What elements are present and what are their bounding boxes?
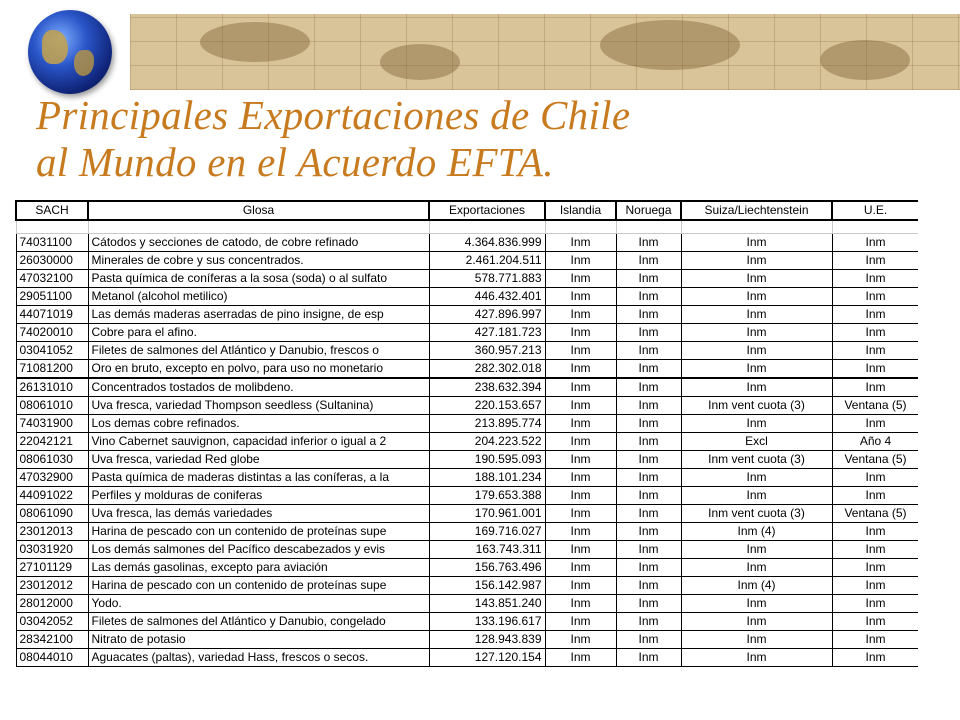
cell-suiza: Inm [681, 415, 832, 433]
cell-ue: Inm [832, 487, 918, 505]
cell-glosa: Uva fresca, las demás variedades [88, 505, 429, 523]
blank-cell [616, 220, 681, 234]
cell-ue: Inm [832, 270, 918, 288]
header-ue: U.E. [832, 201, 918, 220]
cell-sach: 74020010 [16, 324, 88, 342]
cell-exportaciones: 188.101.234 [429, 469, 545, 487]
table-header-row [16, 201, 918, 220]
cell-ue: Ventana (5) [832, 397, 918, 415]
cell-noruega: Inm [616, 451, 681, 469]
world-map-banner [130, 14, 960, 90]
cell-noruega: Inm [616, 288, 681, 306]
blank-cell [429, 220, 545, 234]
cell-glosa: Uva fresca, variedad Red globe [88, 451, 429, 469]
cell-glosa: Metanol (alcohol metilico) [88, 288, 429, 306]
cell-suiza: Excl [681, 433, 832, 451]
cell-noruega: Inm [616, 595, 681, 613]
table-row [16, 595, 918, 613]
cell-glosa: Concentrados tostados de molibdeno. [88, 378, 429, 397]
cell-noruega: Inm [616, 487, 681, 505]
cell-exportaciones: 163.743.311 [429, 541, 545, 559]
cell-ue: Inm [832, 631, 918, 649]
cell-suiza: Inm [681, 288, 832, 306]
cell-noruega: Inm [616, 252, 681, 270]
cell-noruega: Inm [616, 523, 681, 541]
table-row [16, 559, 918, 577]
page-title [36, 92, 630, 186]
cell-sach: 26030000 [16, 252, 88, 270]
header-islandia: Islandia [545, 201, 616, 220]
header-sach: SACH [16, 201, 88, 220]
cell-islandia: Inm [545, 415, 616, 433]
blank-cell [681, 220, 832, 234]
cell-exportaciones: 4.364.836.999 [429, 234, 545, 252]
blank-row [16, 220, 918, 234]
cell-sach: 28342100 [16, 631, 88, 649]
table-row [16, 397, 918, 415]
cell-glosa: Las demás gasolinas, excepto para aviación [88, 559, 429, 577]
cell-islandia: Inm [545, 613, 616, 631]
cell-exportaciones: 282.302.018 [429, 360, 545, 379]
cell-sach: 71081200 [16, 360, 88, 379]
cell-exportaciones: 179.653.388 [429, 487, 545, 505]
map-landmass [820, 40, 910, 80]
cell-ue: Inm [832, 252, 918, 270]
cell-suiza: Inm [681, 252, 832, 270]
cell-glosa: Cátodos y secciones de catodo, de cobre refinado [88, 234, 429, 252]
cell-noruega: Inm [616, 559, 681, 577]
cell-noruega: Inm [616, 397, 681, 415]
cell-exportaciones: 427.181.723 [429, 324, 545, 342]
table-row [16, 451, 918, 469]
cell-ue: Inm [832, 234, 918, 252]
cell-ue: Ventana (5) [832, 505, 918, 523]
cell-glosa: Oro en bruto, excepto en polvo, para uso no monetario [88, 360, 429, 379]
cell-exportaciones: 578.771.883 [429, 270, 545, 288]
cell-glosa: Los demás salmones del Pacífico descabezados y evis [88, 541, 429, 559]
cell-suiza: Inm [681, 631, 832, 649]
table-row [16, 342, 918, 360]
table-row [16, 306, 918, 324]
header-suiza: Suiza/Liechtenstein [681, 201, 832, 220]
cell-suiza: Inm [681, 469, 832, 487]
table-row [16, 324, 918, 342]
cell-islandia: Inm [545, 234, 616, 252]
cell-exportaciones: 220.153.657 [429, 397, 545, 415]
cell-sach: 44071019 [16, 306, 88, 324]
cell-ue: Inm [832, 378, 918, 397]
cell-exportaciones: 446.432.401 [429, 288, 545, 306]
cell-noruega: Inm [616, 541, 681, 559]
cell-islandia: Inm [545, 378, 616, 397]
cell-exportaciones: 169.716.027 [429, 523, 545, 541]
table-row [16, 360, 918, 379]
cell-glosa: Filetes de salmones del Atlántico y Danubio, frescos o [88, 342, 429, 360]
table-row [16, 469, 918, 487]
globe-continent [42, 30, 68, 64]
table-row [16, 541, 918, 559]
cell-ue: Inm [832, 342, 918, 360]
cell-exportaciones: 156.142.987 [429, 577, 545, 595]
cell-noruega: Inm [616, 415, 681, 433]
cell-ue: Inm [832, 288, 918, 306]
cell-ue: Inm [832, 360, 918, 379]
cell-ue: Año 4 [832, 433, 918, 451]
cell-exportaciones: 360.957.213 [429, 342, 545, 360]
map-landmass [200, 22, 310, 62]
cell-sach: 08061030 [16, 451, 88, 469]
cell-suiza: Inm vent cuota (3) [681, 505, 832, 523]
cell-islandia: Inm [545, 487, 616, 505]
cell-glosa: Vino Cabernet sauvignon, capacidad inferior o igual a 2 [88, 433, 429, 451]
cell-noruega: Inm [616, 577, 681, 595]
cell-islandia: Inm [545, 397, 616, 415]
table-row [16, 523, 918, 541]
map-landmass [600, 20, 740, 70]
cell-exportaciones: 133.196.617 [429, 613, 545, 631]
cell-islandia: Inm [545, 469, 616, 487]
blank-cell [832, 220, 918, 234]
cell-suiza: Inm [681, 342, 832, 360]
cell-islandia: Inm [545, 595, 616, 613]
cell-islandia: Inm [545, 306, 616, 324]
cell-noruega: Inm [616, 324, 681, 342]
cell-exportaciones: 2.461.204.511 [429, 252, 545, 270]
cell-noruega: Inm [616, 649, 681, 667]
cell-ue: Inm [832, 324, 918, 342]
header-glosa: Glosa [88, 201, 429, 220]
cell-sach: 03041052 [16, 342, 88, 360]
cell-exportaciones: 190.595.093 [429, 451, 545, 469]
cell-noruega: Inm [616, 360, 681, 379]
cell-ue: Inm [832, 306, 918, 324]
title-line-1: Principales Exportaciones de Chile [36, 92, 631, 138]
cell-islandia: Inm [545, 631, 616, 649]
cell-islandia: Inm [545, 523, 616, 541]
table-row [16, 415, 918, 433]
cell-ue: Inm [832, 577, 918, 595]
cell-suiza: Inm [681, 378, 832, 397]
table-row [16, 378, 918, 397]
globe-icon [28, 10, 112, 94]
cell-suiza: Inm vent cuota (3) [681, 451, 832, 469]
cell-islandia: Inm [545, 433, 616, 451]
cell-suiza: Inm [681, 613, 832, 631]
cell-suiza: Inm [681, 541, 832, 559]
header-exportaciones: Exportaciones [429, 201, 545, 220]
cell-glosa: Pasta química de coníferas a la sosa (soda) o al sulfato [88, 270, 429, 288]
cell-sach: 74031900 [16, 415, 88, 433]
cell-glosa: Aguacates (paltas), variedad Hass, frescos o secos. [88, 649, 429, 667]
cell-sach: 03031920 [16, 541, 88, 559]
cell-sach: 47032900 [16, 469, 88, 487]
cell-glosa: Pasta química de maderas distintas a las coníferas, a la [88, 469, 429, 487]
cell-islandia: Inm [545, 324, 616, 342]
cell-islandia: Inm [545, 577, 616, 595]
cell-noruega: Inm [616, 505, 681, 523]
cell-ue: Inm [832, 595, 918, 613]
cell-islandia: Inm [545, 451, 616, 469]
cell-islandia: Inm [545, 541, 616, 559]
table-row [16, 234, 918, 252]
cell-glosa: Minerales de cobre y sus concentrados. [88, 252, 429, 270]
cell-ue: Inm [832, 523, 918, 541]
cell-islandia: Inm [545, 270, 616, 288]
cell-noruega: Inm [616, 234, 681, 252]
cell-suiza: Inm [681, 234, 832, 252]
cell-suiza: Inm [681, 270, 832, 288]
cell-sach: 23012013 [16, 523, 88, 541]
cell-suiza: Inm [681, 595, 832, 613]
cell-sach: 08061090 [16, 505, 88, 523]
cell-exportaciones: 238.632.394 [429, 378, 545, 397]
table-row [16, 252, 918, 270]
cell-glosa: Filetes de salmones del Atlántico y Danubio, congelado [88, 613, 429, 631]
cell-noruega: Inm [616, 306, 681, 324]
cell-ue: Inm [832, 649, 918, 667]
blank-cell [16, 220, 88, 234]
cell-islandia: Inm [545, 559, 616, 577]
cell-suiza: Inm [681, 324, 832, 342]
cell-sach: 29051100 [16, 288, 88, 306]
cell-glosa: Los demas cobre refinados. [88, 415, 429, 433]
cell-glosa: Uva fresca, variedad Thompson seedless (Sultanina) [88, 397, 429, 415]
cell-exportaciones: 128.943.839 [429, 631, 545, 649]
cell-islandia: Inm [545, 342, 616, 360]
cell-suiza: Inm [681, 559, 832, 577]
cell-glosa: Nitrato de potasio [88, 631, 429, 649]
cell-exportaciones: 127.120.154 [429, 649, 545, 667]
cell-glosa: Perfiles y molduras de coniferas [88, 487, 429, 505]
cell-glosa: Harina de pescado con un contenido de proteínas supe [88, 577, 429, 595]
table-row [16, 649, 918, 667]
cell-noruega: Inm [616, 342, 681, 360]
cell-islandia: Inm [545, 649, 616, 667]
table-row [16, 270, 918, 288]
cell-noruega: Inm [616, 631, 681, 649]
exports-table [15, 200, 918, 667]
cell-ue: Inm [832, 613, 918, 631]
cell-islandia: Inm [545, 505, 616, 523]
cell-islandia: Inm [545, 360, 616, 379]
table-body [16, 220, 918, 667]
cell-ue: Inm [832, 559, 918, 577]
cell-glosa: Yodo. [88, 595, 429, 613]
globe-continent [74, 50, 94, 76]
cell-ue: Ventana (5) [832, 451, 918, 469]
cell-exportaciones: 143.851.240 [429, 595, 545, 613]
table-row [16, 577, 918, 595]
cell-glosa: Cobre para el afino. [88, 324, 429, 342]
cell-sach: 74031100 [16, 234, 88, 252]
cell-glosa: Harina de pescado con un contenido de proteínas supe [88, 523, 429, 541]
cell-islandia: Inm [545, 288, 616, 306]
cell-suiza: Inm vent cuota (3) [681, 397, 832, 415]
cell-ue: Inm [832, 469, 918, 487]
cell-noruega: Inm [616, 613, 681, 631]
header-noruega: Noruega [616, 201, 681, 220]
table-row [16, 505, 918, 523]
table-row [16, 631, 918, 649]
cell-exportaciones: 156.763.496 [429, 559, 545, 577]
cell-sach: 23012012 [16, 577, 88, 595]
cell-noruega: Inm [616, 469, 681, 487]
cell-suiza: Inm [681, 360, 832, 379]
cell-sach: 47032100 [16, 270, 88, 288]
cell-glosa: Las demás maderas aserradas de pino insigne, de esp [88, 306, 429, 324]
cell-sach: 44091022 [16, 487, 88, 505]
cell-noruega: Inm [616, 378, 681, 397]
cell-sach: 27101129 [16, 559, 88, 577]
cell-suiza: Inm [681, 487, 832, 505]
exports-table-container [15, 200, 918, 692]
table-row [16, 487, 918, 505]
blank-cell [88, 220, 429, 234]
cell-islandia: Inm [545, 252, 616, 270]
cell-ue: Inm [832, 415, 918, 433]
cell-noruega: Inm [616, 433, 681, 451]
table-row [16, 288, 918, 306]
cell-sach: 26131010 [16, 378, 88, 397]
cell-suiza: Inm [681, 306, 832, 324]
table-row [16, 433, 918, 451]
cell-suiza: Inm (4) [681, 523, 832, 541]
blank-cell [545, 220, 616, 234]
cell-sach: 28012000 [16, 595, 88, 613]
cell-exportaciones: 427.896.997 [429, 306, 545, 324]
title-line-2: al Mundo en el Acuerdo EFTA. [36, 139, 554, 185]
cell-sach: 22042121 [16, 433, 88, 451]
cell-exportaciones: 170.961.001 [429, 505, 545, 523]
cell-exportaciones: 204.223.522 [429, 433, 545, 451]
map-landmass [380, 44, 460, 80]
cell-suiza: Inm [681, 649, 832, 667]
cell-exportaciones: 213.895.774 [429, 415, 545, 433]
cell-sach: 03042052 [16, 613, 88, 631]
cell-suiza: Inm (4) [681, 577, 832, 595]
cell-sach: 08061010 [16, 397, 88, 415]
table-row [16, 613, 918, 631]
cell-sach: 08044010 [16, 649, 88, 667]
cell-ue: Inm [832, 541, 918, 559]
cell-noruega: Inm [616, 270, 681, 288]
